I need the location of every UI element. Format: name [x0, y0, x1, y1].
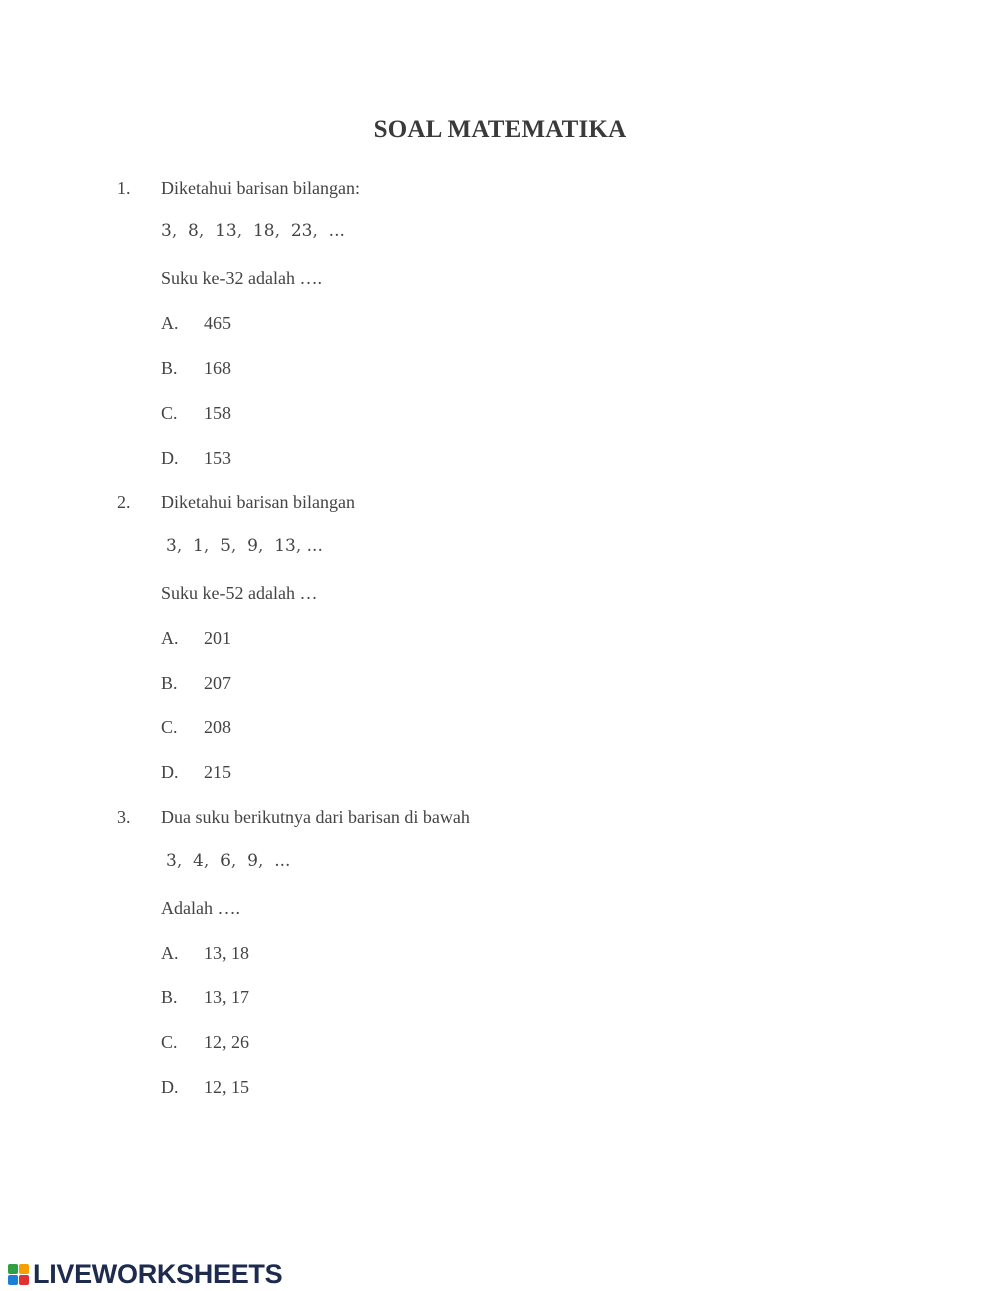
logo-square-green: [8, 1264, 18, 1274]
logo-mark-icon: [8, 1264, 29, 1285]
page-title: SOAL MATEMATIKA: [373, 116, 627, 143]
question-text: Diketahui barisan bilangan:: [161, 178, 360, 198]
option-value: 12, 26: [204, 1032, 249, 1052]
logo-text: LIVEWORKSHEETS: [33, 1258, 283, 1289]
sequence-term: 3: [166, 536, 177, 556]
option-value: 13, 17: [204, 987, 249, 1007]
option-value: 13, 18: [204, 943, 249, 963]
sequence-term: ...: [328, 221, 345, 241]
option-letter: C.: [161, 403, 178, 423]
option-letter: B.: [161, 673, 178, 693]
option-value: 153: [204, 448, 231, 468]
logo-square-orange: [19, 1264, 29, 1274]
option-value: 12, 15: [204, 1077, 249, 1097]
number-sequence: 3, 1, 5, 9, 13, ...: [166, 536, 323, 556]
sequence-term: ...: [306, 536, 323, 556]
option-letter: D.: [161, 1077, 179, 1097]
question-prompt: Suku ke-52 adalah …: [161, 583, 318, 603]
sequence-term: 13: [274, 536, 296, 556]
sequence-term: 9: [247, 851, 258, 871]
sequence-term: 3: [161, 221, 172, 241]
question-number: 1.: [117, 178, 131, 198]
question-number: 3.: [117, 807, 131, 827]
question-text: Dua suku berikutnya dari barisan di bawah: [161, 807, 470, 827]
option-letter: C.: [161, 717, 178, 737]
question-prompt: Suku ke-32 adalah ….: [161, 268, 322, 288]
question-number: 2.: [117, 492, 131, 512]
sequence-term: 13: [215, 221, 237, 241]
sequence-term: 8: [188, 221, 199, 241]
option-letter: A.: [161, 628, 179, 648]
question-text: Diketahui barisan bilangan: [161, 492, 355, 512]
option-letter: A.: [161, 943, 179, 963]
option-value: 207: [204, 673, 231, 693]
option-letter: D.: [161, 762, 179, 782]
sequence-term: 9: [247, 536, 258, 556]
number-sequence: 3, 4, 6, 9, ...: [166, 851, 291, 871]
option-value: 208: [204, 717, 231, 737]
sequence-term: 1: [193, 536, 204, 556]
sequence-term: 4: [193, 851, 204, 871]
question-prompt: Adalah ….: [161, 898, 240, 918]
logo-square-blue: [8, 1275, 18, 1285]
option-letter: A.: [161, 313, 179, 333]
option-letter: C.: [161, 1032, 178, 1052]
option-letter: B.: [161, 358, 178, 378]
sequence-term: 5: [220, 536, 231, 556]
option-value: 168: [204, 358, 231, 378]
sequence-term: 6: [220, 851, 231, 871]
option-value: 201: [204, 628, 231, 648]
option-letter: B.: [161, 987, 178, 1007]
liveworksheets-logo: [8, 1259, 282, 1289]
number-sequence: 3, 8, 13, 18, 23, ...: [161, 221, 345, 241]
sequence-term: 3: [166, 851, 177, 871]
option-value: 158: [204, 403, 231, 423]
sequence-term: 23: [290, 221, 313, 241]
option-value: 215: [204, 762, 231, 782]
option-value: 465: [204, 313, 231, 333]
logo-square-red: [19, 1275, 29, 1285]
option-letter: D.: [161, 448, 179, 468]
sequence-term: 18: [252, 221, 275, 241]
sequence-term: ...: [274, 851, 291, 871]
